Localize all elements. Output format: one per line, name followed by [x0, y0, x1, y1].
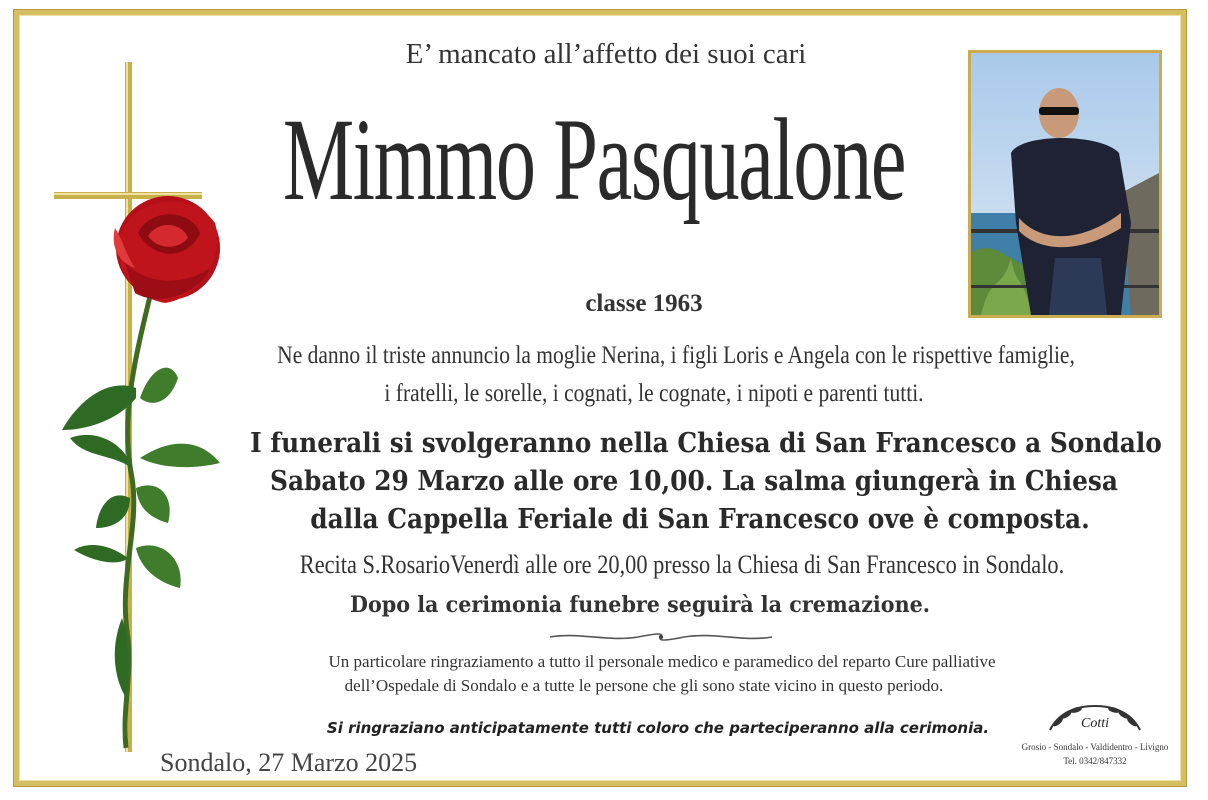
portrait-photo: [968, 50, 1162, 318]
funeral-line-2: Sabato 29 Marzo alle ore 10,00. La salma giungerà in Chiesa: [270, 466, 1118, 497]
advance-thanks: Si ringraziano anticipatamente tutti coloro che parteciperanno alla cerimonia.: [326, 719, 990, 737]
cross-rose-decoration: [40, 58, 240, 758]
agency-phone: Tel. 0342/847332: [1063, 756, 1127, 766]
rosary-text: Recita S.RosarioVenerdì alle ore 20,00 presso la Chiesa di San Francesco in Sondalo.: [299, 550, 1065, 579]
intro-text: E’ mancato all’affetto dei suoi cari: [405, 38, 807, 70]
rose-icon: [62, 196, 220, 748]
announcement-line-2: i fratelli, le sorelle, i cognati, le cognate, i nipoti e parenti tutti.: [384, 380, 924, 407]
thanks-line-1: Un particolare ringraziamento a tutto il personale medico e paramedico del reparto Cure palliative: [328, 652, 996, 671]
place-date: Sondalo, 27 Marzo 2025: [160, 748, 418, 777]
agency-logo: [1020, 700, 1170, 772]
ornament-divider: [548, 630, 774, 644]
announcement-line-1: Ne danno il triste annuncio la moglie Nerina, i figli Loris e Angela con le rispettive famiglie,: [277, 342, 1075, 369]
laurel-logo-icon: [1020, 700, 1170, 740]
birth-year: classe 1963: [585, 290, 703, 317]
funeral-line-1: I funerali si svolgeranno nella Chiesa di San Francesco a Sondalo: [250, 428, 1162, 459]
funeral-line-3: dalla Cappella Feriale di San Francesco ove è composta.: [310, 504, 1090, 535]
deceased-name: Mimmo Pasqualone: [282, 94, 906, 225]
cremation-text: Dopo la cerimonia funebre seguirà la cremazione.: [350, 592, 930, 618]
agency-locations: Grosio - Sondalo - Valdidentro - Livigno: [1021, 742, 1169, 752]
thanks-line-2: dell’Ospedale di Sondalo e a tutte le persone che gli sono state vicino in questo periodo.: [344, 676, 944, 695]
svg-text:Cotti: Cotti: [1080, 716, 1110, 731]
